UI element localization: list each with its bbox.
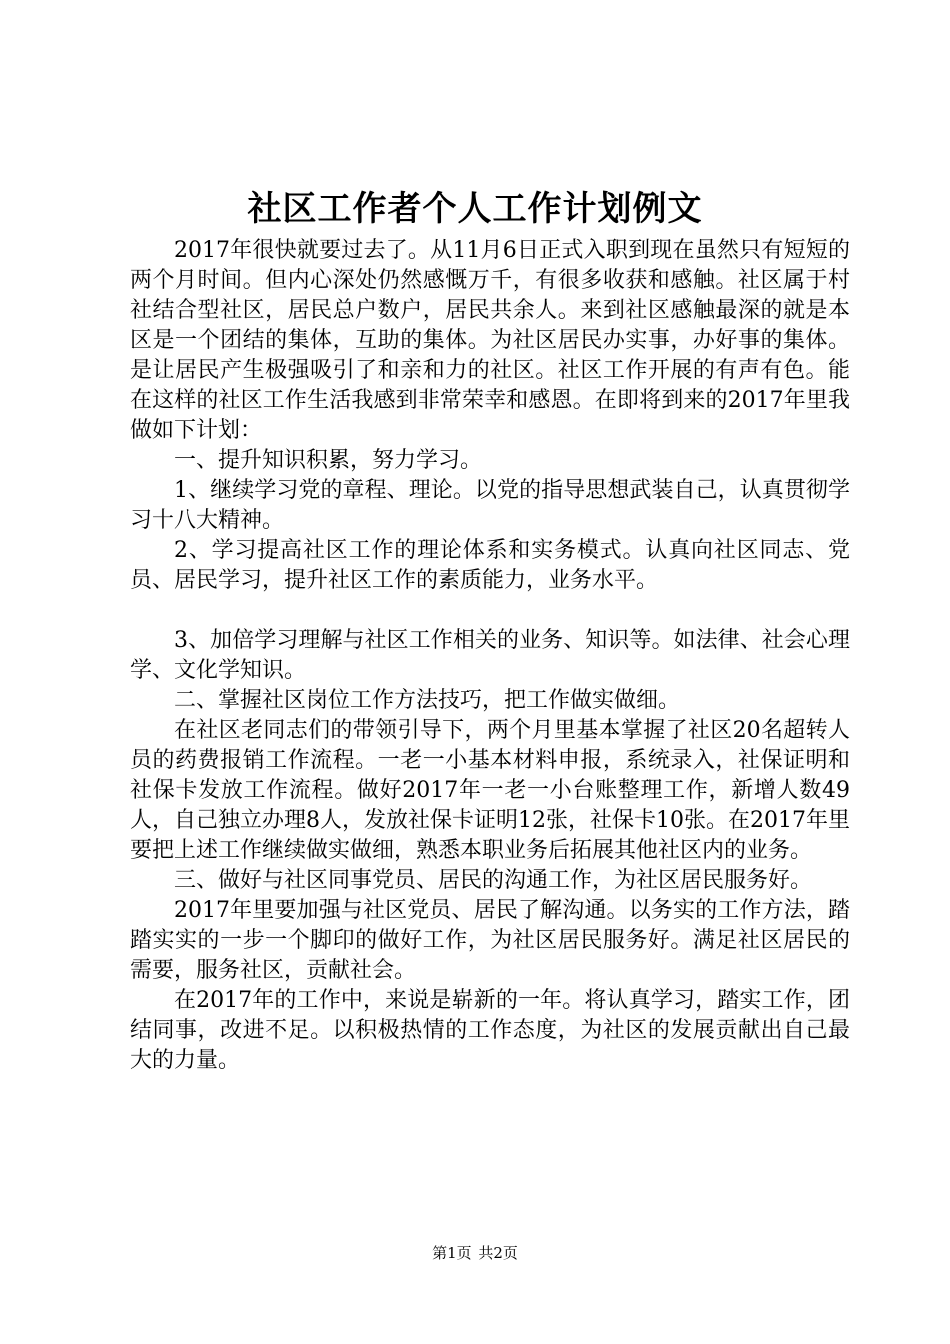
- list-item-2: 2、学习提高社区工作的理论体系和实务模式。认真向社区同志、党员、居民学习，提升社区工作的素质能力，业务水平。: [130, 538, 850, 593]
- page-footer: [0, 1242, 950, 1264]
- page-number: 第1页: [432, 1244, 472, 1262]
- list-item-1: 1、继续学习党的章程、理论。以党的指导思想武装自己，认真贯彻学习十八大精神。: [130, 478, 850, 533]
- document-body: [130, 236, 850, 1076]
- paragraph-intro: 2017年很快就要过去了。从11月6日正式入职到现在虽然只有短短的两个月时间。但内心深处仍然感慨万千，有很多收获和感触。社区属于村社结合型社区，居民总户数户，居民共余人。来到社区感触最深的就是本区是一个团结的集体，互助的集体。为社区居民办实事，办好事的集体。是让居民产生极强吸引了和亲和力的社区。社区工作开展的有声有色。能在这样的社区工作生活我感到非常荣幸和感恩。在即将到来的2017年里我做如下计划：: [130, 238, 850, 443]
- page-total: 共2页: [478, 1244, 518, 1262]
- paragraph-section-3: 2017年里要加强与社区党员、居民了解沟通。以务实的工作方法，踏踏实实的一步一个脚印的做好工作，为社区居民服务好。满足社区居民的需要，服务社区，贡献社会。: [130, 898, 850, 983]
- section-heading-2: 二、掌握社区岗位工作方法技巧，把工作做实做细。: [174, 688, 681, 713]
- section-heading-1: 一、提升知识积累，努力学习。: [174, 448, 483, 473]
- paragraph-section-2: 在社区老同志们的带领引导下，两个月里基本掌握了社区20名超转人员的药费报销工作流程。一老一小基本材料申报，系统录入，社保证明和社保卡发放工作流程。做好2017年一老一小台账整理工作，新增人数49人，自己独立办理8人，发放社保卡证明12张，社保卡10张。在2017年里要把上述工作继续做实做细，熟悉本职业务后拓展其他社区内的业务。: [130, 718, 850, 863]
- section-heading-3: 三、做好与社区同事党员、居民的沟通工作，为社区居民服务好。: [174, 868, 813, 893]
- document-title: 社区工作者个人工作计划例文: [247, 189, 703, 229]
- list-item-3: 3、加倍学习理解与社区工作相关的业务、知识等。如法律、社会心理学、文化学知识。: [130, 628, 850, 683]
- paragraph-conclusion: 在2017年的工作中，来说是崭新的一年。将认真学习，踏实工作，团结同事，改进不足。以积极热情的工作态度，为社区的发展贡献出自己最大的力量。: [130, 988, 850, 1073]
